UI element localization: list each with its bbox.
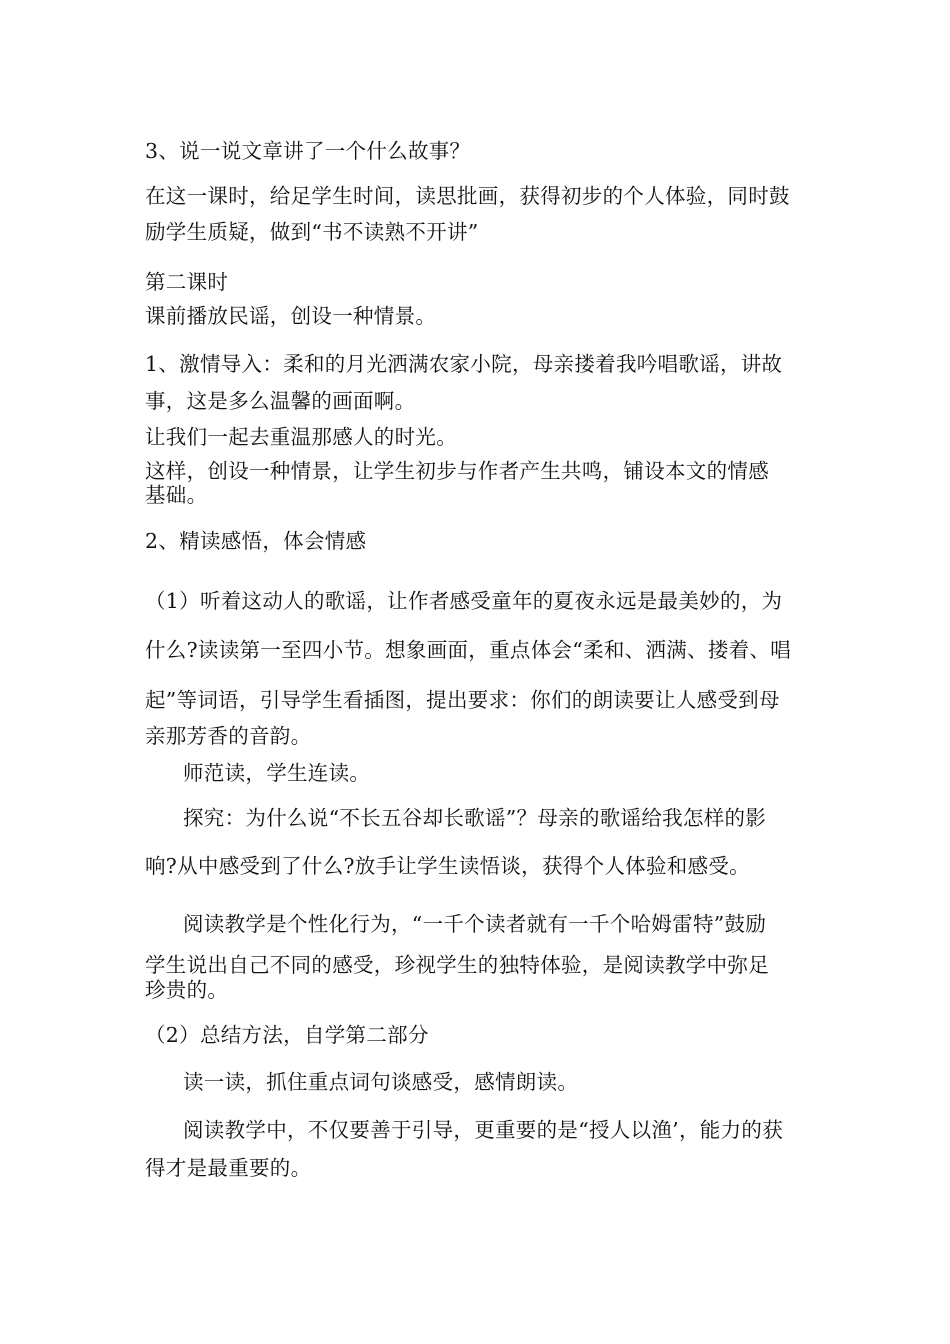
line-explore-1: 探究：为什么说“不长五谷却长歌谣”？母亲的歌谣给我怎样的影 <box>183 806 767 830</box>
line-first-lesson-note-2: 励学生质疑，做到“书不读熟不开讲” <box>145 220 479 244</box>
line-step-1-intro-3: 让我们一起去重温那感人的时光。 <box>145 425 457 449</box>
line-explore-2: 响?从中感受到了什么?放手让学生读悟谈，获得个人体验和感受。 <box>145 854 750 878</box>
line-question-3: 3、说一说文章讲了一个什么故事？ <box>145 139 471 163</box>
line-second-lesson-heading: 第二课时 <box>145 270 229 294</box>
line-part-2-method: 读一读，抓住重点词句谈感受，感情朗读。 <box>183 1070 579 1094</box>
line-reading-note-1: 阅读教学是个性化行为，“一千个读者就有一千个哈姆雷特”鼓励 <box>183 912 767 936</box>
line-step-1-note-1: 这样，创设一种情景，让学生初步与作者产生共鸣，铺设本文的情感 <box>145 459 769 483</box>
line-part-1-c: 起”等词语，引导学生看插图，提出要求：你们的朗读要让人感受到母 <box>145 688 780 712</box>
line-teacher-reading: 师范读，学生连读。 <box>183 761 371 785</box>
line-conclusion-1: 阅读教学中，不仅要善于引导，更重要的是“授人以渔’，能力的获 <box>183 1118 783 1142</box>
line-part-2-heading: （2）总结方法，自学第二部分 <box>145 1023 429 1047</box>
line-step-1-intro-1: 1、激情导入：柔和的月光洒满农家小院，母亲搂着我吟唱歌谣，讲故 <box>145 352 783 376</box>
line-part-1-d: 亲那芳香的音韵。 <box>145 724 312 748</box>
line-step-1-intro-2: 事，这是多么温馨的画面啊。 <box>145 389 416 413</box>
line-step-2-heading: 2、精读感悟，体会情感 <box>145 529 367 553</box>
line-reading-note-2: 学生说出自己不同的感受，珍视学生的独特体验，是阅读教学中弥足 <box>145 953 769 977</box>
line-first-lesson-note-1: 在这一课时，给足学生时间，读思批画，获得初步的个人体验，同时鼓 <box>145 184 790 208</box>
line-reading-note-3: 珍贵的。 <box>145 978 229 1002</box>
line-play-folk-song: 课前播放民谣，创设一种情景。 <box>145 304 437 328</box>
line-step-1-note-2: 基础。 <box>145 483 208 507</box>
line-part-1-b: 什么?读读第一至四小节。想象画面，重点体会“柔和、洒满、搂着、唱 <box>145 638 792 662</box>
line-part-1-a: （1）听着这动人的歌谣，让作者感受童年的夏夜永远是最美妙的，为 <box>145 589 783 613</box>
line-conclusion-2: 得才是最重要的。 <box>145 1156 312 1180</box>
